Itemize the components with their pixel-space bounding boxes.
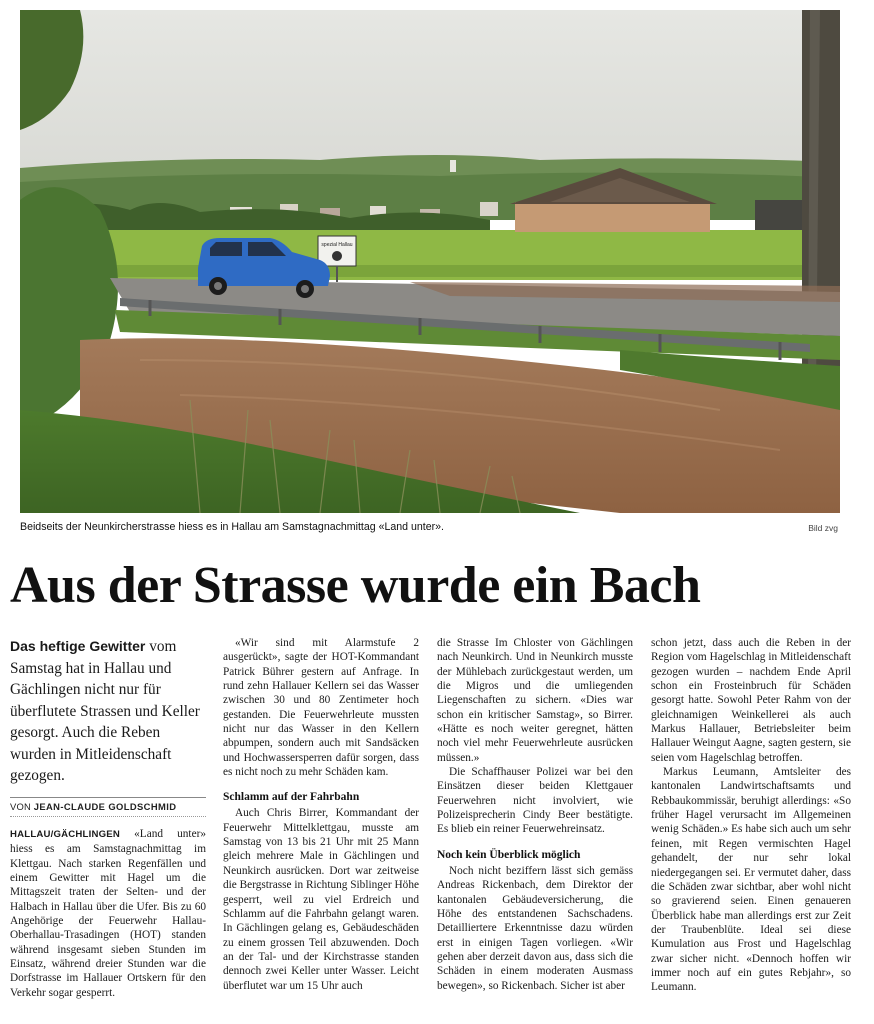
article-headline: Aus der Strasse wurde ein Bach [10,557,701,614]
paragraph [10,827,206,1000]
paragraph: schon jetzt, dass auch die Reben in der Region vom Hagelschlag in Mitleidenschaft gezogen wurden – nachdem Ende April schon ein Frosteinbruch für Schäden gesorgt hatte. Sowohl Peter Rahm von der gleichnamigen Weinkellerei als auch Markus Hallauer, Betriebsleiter beim Hallauer Weingut Aagne, sagten gestern, sie seien vom Hagelschlag betroffen. [651,637,851,764]
paragraph: die Strasse Im Chloster von Gächlingen nach Neunkirch. Und in Neunkirch musste der Mühlebach zurückgestaut werden, um die Migros und die umliegenden Liegenschaften zu sichern. «Dies war schon ein kritischer Samstag», so Birrer. «Hätte es noch weiter geregnet, hätten noch viel mehr Feuerwehrleute ausrücken müssen.» [437,637,633,764]
subheading: Schlamm auf der Fahrbahn [223,791,360,804]
paragraph: «Wir sind mit Alarmstufe 2 ausgerückt», sagte der HOT-Kommandant Patrick Bührer gestern auf Anfrage. In rund zehn Hallauer Kellern sei das Wasser zwischen 30 und 80 Zentimeter hoch gestanden. Die Feuerwehrleute mussten nicht nur das Wasser in den Kellern abpumpen, sondern auch mit Sandsäcken und Hochwassersperren dafür sorgen, dass es nicht noch zu mehr Schäden kam. [223,637,419,779]
byline [10,797,206,817]
dateline: HALLAU/GÄCHLINGEN [10,828,120,840]
column-2 [223,636,419,993]
flooded-road-photo [20,10,840,513]
paragraph: Die Schaffhauser Polizei war bei den Einsätzen dieser beiden Klettgauer Feuerwehren nicht involviert, wie Polizeisprecherin Cindy Beer bestätigte. Es blieb ein reiner Feuerwehreinsatz. [437,766,633,836]
article-lead [10,636,206,787]
lead-text: vom Samstag hat in Hallau und Gächlingen nicht nur für überflutete Strassen und Keller gesorgt. Auch die Reben wurden in Mitleidenschaft gezogen. [10,638,200,784]
byline-author: JEAN-CLAUDE GOLDSCHMID [33,800,177,812]
paragraph-text: «Land unter» hiess es am Samstagnachmittag im Klettgau. Nach starken Regenfällen und einem Gewitter mit Hagel um die Mittagszeit traten der Selten- und der Halbach in Hallau über die Ufer. Bis zu 60 Angehörige der Feuerwehr Hallau-Oberhallau-Trasadingen (HOT) standen während insgesamt sieben Stunden im Einsatz, während dreier Stunden war die Dorfstrasse im Hallauer Ortskern für den Verkehr sogar gesperrt. [10,827,206,999]
article-photo [20,10,840,513]
paragraph: Markus Leumann, Amtsleiter des kantonalen Landwirtschaftsamts und Rebbaukommissär, beruhigt allerdings: «So früher Hagel verursacht im Allgemeinen wenig Schäden.» Es habe sich auch um sehr feinen, mit Regen vermischten Hagel gehandelt, der nur sehr lokal niedergegangen sei. Er vermutet daher, dass die Schäden zwar sichtbar, aber wohl nicht so gravierend seien. Einen genaueren Überblick habe man allerdings erst zur Zeit der Traubenblüte. Ideal sei diese Kumulation aus Frost und Hagelschlag zwar sicher nicht. «Dennoch hoffen wir immer noch auf ein gutes Rebjahr», so Leumann. [651,766,851,994]
lead-kicker: Das heftige Gewitter [10,638,146,654]
sign-text: spezial Hallau [321,242,353,248]
column-4 [651,636,851,995]
byline-prefix: VON [10,800,31,812]
paragraph: Noch nicht beziffern lässt sich gemäss Andreas Rickenbach, dem Direktor der kantonalen Gebäudeversicherung, die Höhe des entstandenen Sachschadens. Detailliertere Erkenntnisse dazu würden erst in einigen Tagen vorliegen. «Wir gehen aber derzeit davon aus, dass sich die Schäden in einem moderaten Ausmass bewegen», so Rickenbach. Sicher ist aber [437,864,633,992]
column-3 [437,636,633,993]
subheading: Noch kein Überblick möglich [437,848,581,861]
photo-credit: Bild zvg [808,523,838,533]
paragraph: Auch Chris Birrer, Kommandant der Feuerwehr Mittelklettgau, musste am Samstag von 13 bis 21 Uhr mit 25 Mann gleich mehrere Male in Gächlingen und Neunkirch ausrücken. Dort war zeitweise die Bergstrasse in Richtung Siblinger Höhe gesperrt, weil zu viel Erdreich und Schlamm auf die Fahrbahn gelangt waren. In Gächlingen gelang es, Gebäudeschäden zu einem grossen Teil abzuwenden. Doch an der Tal- und der Kirchstrasse standen dennoch zwei Keller unter Wasser. Leicht überflutet war um 15 Uhr auch [223,807,419,992]
column-1 [10,636,206,1000]
photo-caption: Beidseits der Neunkircherstrasse hiess es in Hallau am Samstagnachmittag «Land unter». [20,521,444,533]
